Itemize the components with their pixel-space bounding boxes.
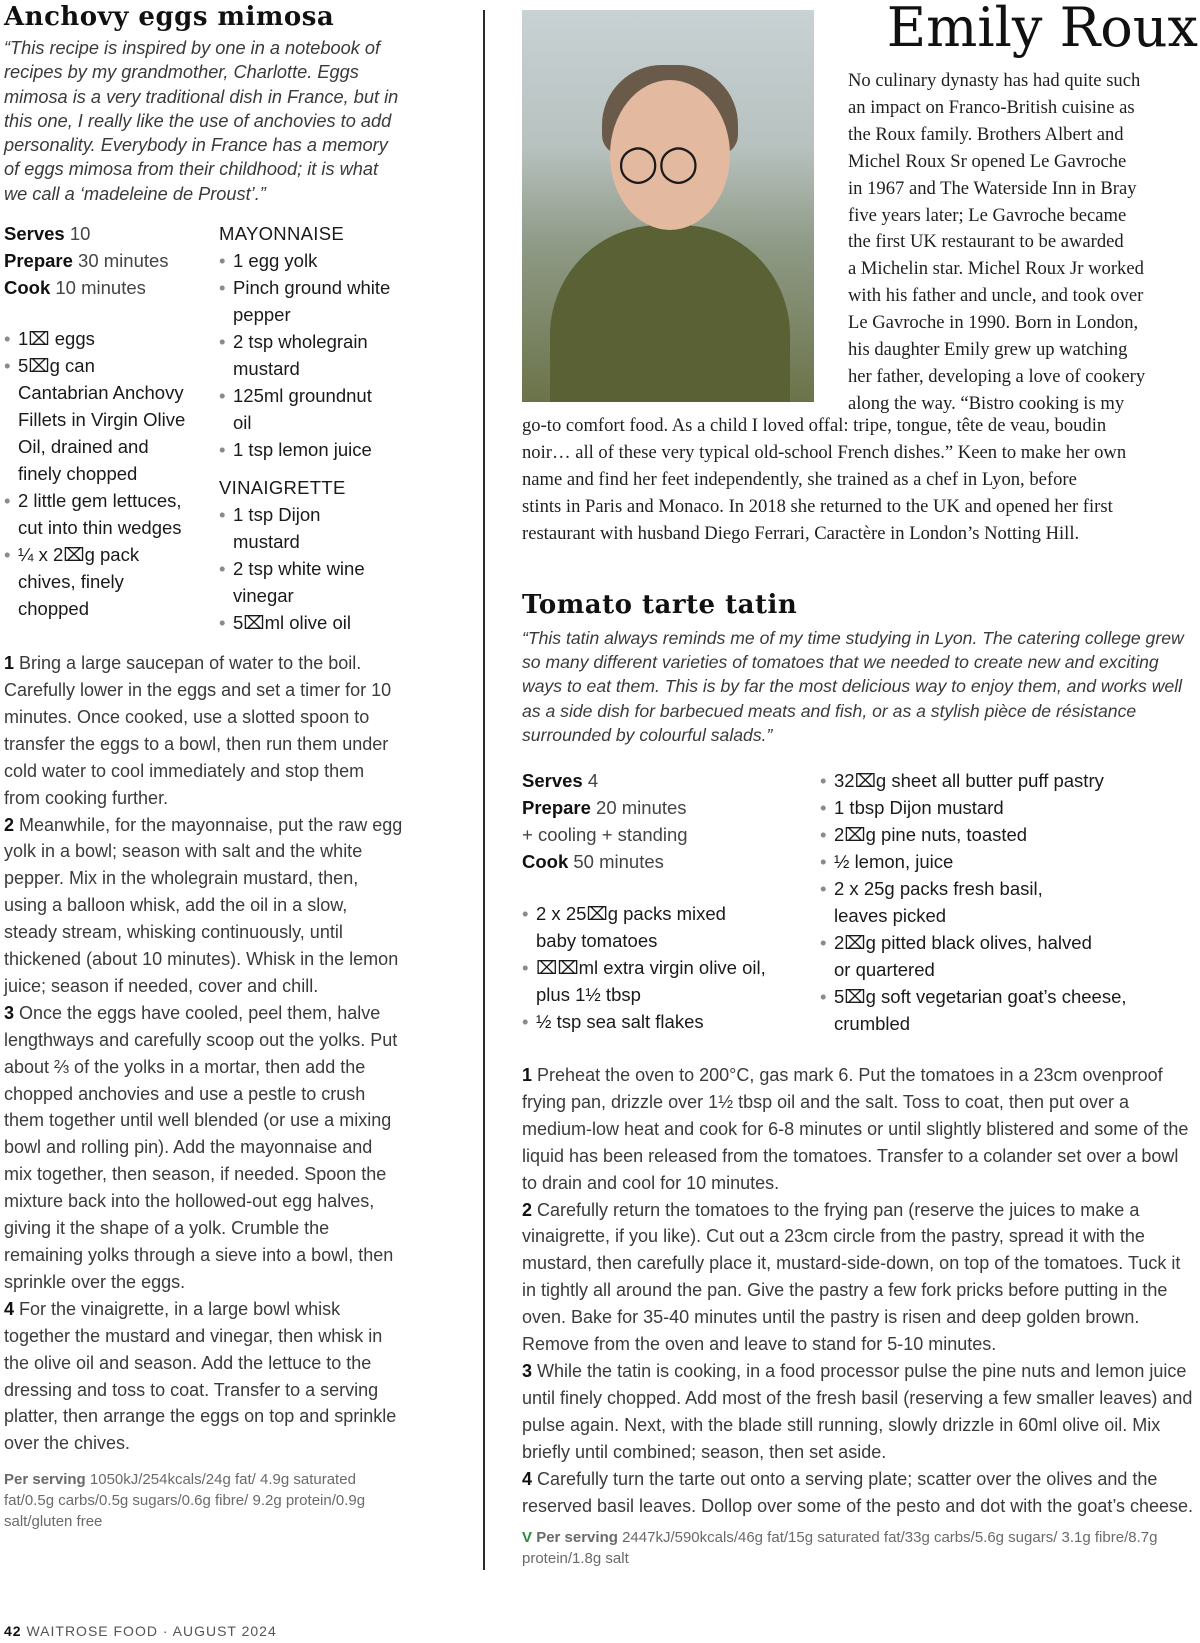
ingredient: • 2 x 25⌧g packs mixed baby tomatoes <box>522 900 756 954</box>
method-step: 4 For the vinaigrette, in a large bowl whisk together the mustard and vinegar, then whisk in the olive oil and season. Add the lettuce to the dressing and toss to coat. Transfer to a serving platter, then arrange the eggs on top and sprinkle over the chives. <box>4 1298 397 1454</box>
page-footer <box>4 1622 277 1640</box>
ingredient: • 2⌧g pitted black olives, halved or quartered <box>820 929 1109 983</box>
ingredient: • 125ml groundnut oil <box>219 382 393 436</box>
ingredient: • 5⌧ml olive oil <box>219 609 404 636</box>
method-step: 2 Meanwhile, for the mayonnaise, put the raw egg yolk in a bowl; season with salt and the white pepper. Mix in the wholegrain mustard, then, using a balloon whisk, add the oil in a slow, steady stream, whisking continuously, until thickened (about 10 minutes). Whisk in the lemon juice; season if needed, cover and chill. <box>4 814 403 996</box>
meta-and-ingredients <box>522 767 820 1037</box>
method-step: 3 Once the eggs have cooled, peel them, halve lengthways and carefully scoop out the yolks. Put about ⅔ of the yolks in a mortar, then add the chopped anchovies and use a pestle to crush them together until well blended (or use a mixing bowl and rolling pin). Add the mayonnaise and mix together, then season, if needed. Spoon the mixture back into the hollowed-out egg halves, giving it the shape of a yolk. Crumble the remaining yolks through a sieve into a bowl, then sprinkle over the eggs. <box>4 1002 398 1292</box>
recipe-title: Anchovy eggs mimosa <box>4 2 335 32</box>
ingredient: • 1⌧ eggs <box>4 325 219 352</box>
prepare-row: Prepare 30 minutes <box>4 250 169 272</box>
nutrition-info: V Per serving 2447kJ/590kcals/46g fat/15g saturated fat/33g carbs/5.6g sugars/ 3.1g fibre/8.7g protein/1.8g salt <box>522 1529 1158 1568</box>
ingredient: • 32⌧g sheet all butter puff pastry <box>820 767 1198 794</box>
ingredient: • 1 tbsp Dijon mustard <box>820 794 1198 821</box>
page-number: 42 <box>4 1623 22 1639</box>
recipe-title: Tomato tarte tatin <box>522 590 798 620</box>
recipe-details <box>4 220 404 636</box>
recipe-intro: “This tatin always reminds me of my time studying in Lyon. The catering college grew so many different varieties of tomatoes that we needed to create new and exciting ways to eat them. This is by far the most delicious way to enjoy them, and works well as a side dish for barbecued meats and fish, or as a stylish pièce de résistance surrounded by colourful salads.” <box>522 628 1184 745</box>
glasses-icon: ◯◯ <box>618 142 699 183</box>
footer-text: WAITROSE FOOD · AUGUST 2024 <box>26 1623 277 1639</box>
ingredient: • 2 little gem lettuces, cut into thin wedges <box>4 487 186 541</box>
method <box>4 650 404 1457</box>
ingredient: • ⌧⌧ml extra virgin olive oil, plus 1½ tbsp <box>522 954 796 1008</box>
method-step: 2 Carefully return the tomatoes to the frying pan (reserve the juices to make a vinaigrette, if you like). Cut out a 23cm circle from the pastry, spread it with the mustard, then carefully place it, mustard-side-down, on top of the tomatoes. Tuck it in tightly all around the pan. Give the pastry a few fork pricks before putting in the oven. Bake for 35-40 minutes until the pastry is risen and deep golden brown. Remove from the oven and leave to stand for 5-10 minutes. <box>522 1199 1181 1355</box>
ingredient: • 2 tsp white wine vinegar <box>219 555 383 609</box>
cook-row: Cook 50 minutes <box>522 851 664 873</box>
ingredient: • 2 tsp wholegrain mustard <box>219 328 383 382</box>
chef-portrait <box>522 10 814 402</box>
ingredient: • ½ lemon, juice <box>820 848 1198 875</box>
prepare-extra: + cooling + standing <box>522 824 688 846</box>
method <box>522 1062 1198 1519</box>
sauces <box>219 220 404 636</box>
profile-bio: No culinary dynasty has had quite such an impact on Franco-British cuisine as the Roux family. Brothers Albert and Michel Roux Sr opened Le Gavroche in 1967 and The Waterside Inn in Bray five years later; Le Gavroche became the first UK restaurant to be awarded a Michelin star. Michel Roux Jr worked with his father and uncle, and took over Le Gavroche in 1990. Born in London, his daughter Emily grew up watching her father, developing a love of cookery along the way. “Bistro cooking is my <box>848 70 1146 414</box>
column-divider <box>483 10 485 1570</box>
nutrition-info: Per serving 1050kJ/254kcals/24g fat/ 4.9g saturated fat/0.5g carbs/0.5g sugars/0.6g fibre/ 9.2g protein/0.9g salt/gluten free <box>4 1471 366 1531</box>
profile-bio-continued: go-to comfort food. As a child I loved offal: tripe, tongue, tête de veau, boudin noir… all of these very typical old-school French dishes.” Keen to make her own name and find her feet independently, she trained as a chef in Lyon, before stints in Paris and Monaco. In 2018 she returned to the UK and opened her first restaurant with husband Diego Ferrari, Caractère in London’s Notting Hill. <box>522 415 1127 544</box>
serves-row: Serves 10 <box>4 223 91 245</box>
vegetarian-icon: V <box>522 1529 533 1547</box>
method-step: 1 Bring a large saucepan of water to the boil. Carefully lower in the eggs and set a timer for 10 minutes. Once cooked, use a slotted spoon to transfer the eggs to a bowl, then run them under cold water to cool immediately and stop them from cooking further. <box>4 653 392 808</box>
vinaigrette-list <box>219 501 404 636</box>
mayonnaise-list <box>219 247 404 463</box>
ingredient: • 2 x 25g packs fresh basil, leaves picked <box>820 875 1059 929</box>
prepare-row: Prepare 20 minutes <box>522 797 687 819</box>
profile-name: Emily Roux <box>886 0 1198 59</box>
ingredient: • Pinch ground white pepper <box>219 274 404 328</box>
method-step: 1 Preheat the oven to 200°C, gas mark 6. Put the tomatoes in a 23cm ovenproof frying pan, drizzle over 1½ tbsp oil and the salt. Toss to coat, then put over a medium-low heat and cook for 6-8 minutes or until slightly blistered and some of the liquid has been released from the tomatoes. Transfer to a colander set over a bowl to drain and cool for 10 minutes. <box>522 1065 1189 1193</box>
ingredient: • 5⌧g soft vegetarian goat’s cheese, crumbled <box>820 983 1134 1037</box>
ingredient-list <box>522 900 820 1035</box>
method-step: 3 While the tatin is cooking, in a food processor pulse the pine nuts and lemon juice until finely chopped. Add most of the fresh basil (reserving a few smaller leaves) and pulse again. Next, with the blade still running, slowly drizzle in 60ml olive oil. Mix briefly until combined; season, then set aside. <box>522 1360 1193 1462</box>
serves-row: Serves 4 <box>522 770 599 792</box>
cook-row: Cook 10 minutes <box>4 277 146 299</box>
ingredient: • ½ tsp sea salt flakes <box>522 1008 820 1035</box>
recipe-details <box>522 767 1198 1037</box>
ingredient: • 5⌧g can Cantabrian Anchovy Fillets in Virgin Olive Oil, drained and finely chopped <box>4 352 186 487</box>
ingredient-list-2 <box>820 767 1198 1037</box>
mayonnaise-heading: MAYONNAISE <box>219 223 344 245</box>
meta-and-ingredients <box>4 220 219 636</box>
ingredient: • 1 tsp Dijon mustard <box>219 501 353 555</box>
recipe-intro: “This recipe is inspired by one in a notebook of recipes by my grandmother, Charlotte. Eggs mimosa is a very traditional dish in France, but in this one, I really like the use of anchovies to add personality. Everybody in France has a memory of eggs mimosa from their childhood; it is what we call a ‘madeleine de Proust’.” <box>4 38 399 204</box>
ingredient: • ¼ x 2⌧g pack chives, finely chopped <box>4 541 168 622</box>
right-recipe <box>522 588 1198 1569</box>
ingredient-list <box>4 325 219 622</box>
ingredient: • 2⌧g pine nuts, toasted <box>820 821 1198 848</box>
ingredient: • 1 egg yolk <box>219 247 404 274</box>
left-recipe <box>4 0 404 1532</box>
ingredient: • 1 tsp lemon juice <box>219 436 404 463</box>
method-step: 4 Carefully turn the tarte out onto a serving plate; scatter over the olives and the reserved basil leaves. Dollop over some of the pesto and dot with the goat’s cheese. <box>522 1468 1194 1516</box>
vinaigrette-heading: VINAIGRETTE <box>219 477 346 499</box>
